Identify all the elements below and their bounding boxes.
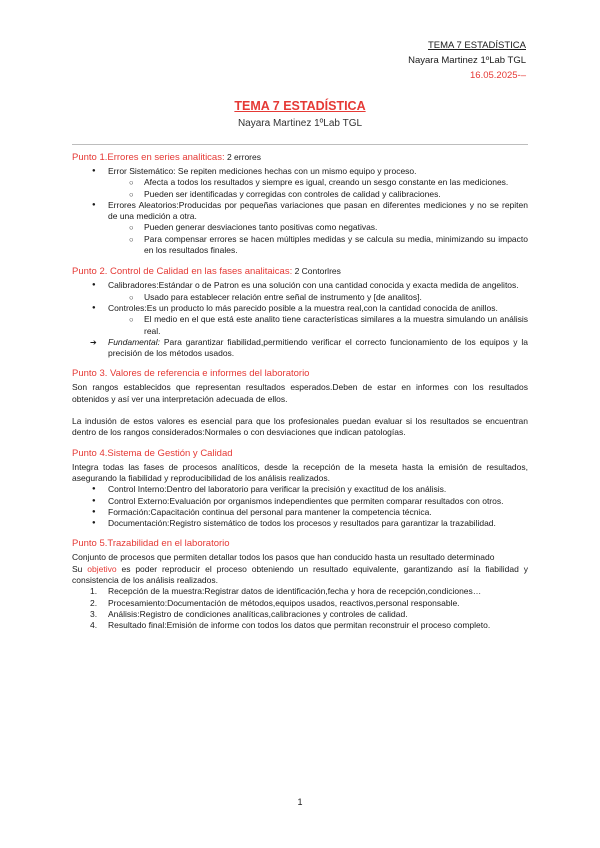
section-heading: Punto 5.Trazabilidad en el laboratorio [72,538,230,550]
item-label: Error Sistemático: [108,166,176,176]
paragraph [72,564,528,587]
spacer [72,405,528,416]
numbered-list [72,586,528,631]
list-item [72,620,528,631]
section-heading [72,151,528,164]
list-item [72,518,528,529]
header-author: Nayara Martinez 1ºLab TGL [408,55,526,66]
item-text: Se repiten mediciones hechas con un mismo equipo y proceso. [175,166,417,176]
section-heading: Punto 3. Valores de referencia e informes del laboratorio [72,368,310,380]
highlight-word: objetivo [87,563,117,574]
item-label: Recepción de la muestra: [108,586,205,597]
item-text: Estándar o de Patron es una solución con una cantidad conocida y exacta medida de angelitos. [158,280,519,291]
item-text: Capacitación continua del personal para mantener la competencia técnica. [150,506,432,517]
item-text: Evaluación por organismos independientes que permiten comparar resultados con otros. [169,495,504,506]
item-number: 2. [90,597,98,608]
paragraph: Son rangos establecidos que representan resultados esperados.Deben de estar en informes con los resultados obtenidos y así ver una interpretación adecuada de ellos. [72,382,528,404]
section-2 [72,265,528,359]
item-label: Control Interno: [108,484,167,495]
divider [72,144,528,145]
sub-list-item: ○ El medio en el que está este analito tiene características similares a la muestra simulando un análisis real. [72,314,528,337]
text-run: es poder reproducir el proceso obteniendo un resultado equivalente, garantizando así la fiabilidad y consistencia de los análisis realizados. [72,563,528,586]
item-text: Producidas por pequeñas variaciones que pasan en diferentes mediciones y no se repiten de una medición a otra. [108,199,528,222]
list-item [72,496,528,507]
section-heading-extra: 2 errores [224,152,261,162]
item-number: 4. [90,620,98,631]
list-item [72,166,528,177]
page-number: 1 [297,797,303,807]
list-item [72,609,528,620]
document-body [72,151,528,641]
title-block [0,98,600,129]
section-heading: Punto 4.Sistema de Gestión y Calidad [72,447,233,459]
paragraph: La indusión de estos valores es esencial para que los profesionales puedan evaluar si los resultados se encuentran dentro de los rangos considerados:Normales o con desviaciones que indican patologías. [72,416,528,438]
list-item [72,303,528,314]
sub-list-item: ○ Para compensar errores se hacen múltiples medidas y se calcula su media, minimizando su impacto en los resultados finales. [72,234,528,257]
header-title: TEMA 7 ESTADÍSTICA [427,40,526,51]
section-heading [72,265,528,278]
list-item [72,280,528,291]
section-heading-text: Punto 2. Control de Calidad en las fases analitaicas: [72,266,293,278]
document-subtitle: Nayara Martinez 1ºLab TGL [237,118,363,129]
item-number: 1. [90,586,98,597]
bullet-list [72,166,528,256]
bullet-list [72,280,528,359]
item-label: Control Externo: [108,495,170,506]
item-text: Emisión de informe con todos los datos que permitan reconstruir el proceso completo. [166,620,491,631]
list-item [72,484,528,495]
list-item [72,586,528,597]
section-heading-extra: 2 Contorlres [292,266,341,277]
section-1 [72,151,528,256]
item-label: Calibradores: [108,280,159,291]
item-label: Resultado final: [108,620,167,631]
item-label: Formación: [108,506,151,517]
text-run: Su [72,563,88,574]
item-label: Controles: [108,302,147,313]
item-text: Para garantizar fiabilidad,permitiendo verificar el correcto funcionamiento de los equipos y la precisión de los métodos usados. [108,336,528,359]
item-text: Registrar datos de identificación,fecha y hora de recepción,condiciones… [204,586,482,597]
section-3 [72,368,528,438]
section-heading-text: Punto 1.Errores en series analiticas: [72,152,225,163]
header-date: 16.05.2025-– [470,70,526,81]
list-item [72,598,528,609]
sub-list-item: ○ Pueden generar desviaciones tanto positivas como negativas. [72,222,528,233]
item-label: Análisis: [108,608,140,619]
item-number: 3. [90,608,98,619]
list-item [72,507,528,518]
bullet-list [72,484,528,529]
item-text: Registro sistemático de todos los procesos y resultados para garantizar la trazabilidad. [169,518,496,529]
arrow-list-item [72,337,528,360]
sub-list-item: ○ Pueden ser identificadas y corregidas con controles de calidad y calibraciones. [72,189,528,200]
section-4 [72,448,528,530]
item-text: Es un producto lo más parecido posible a la muestra real,con la cantidad conocida de anillos. [146,302,498,313]
section-5 [72,538,528,631]
item-label: Fundamental: [108,336,160,347]
paragraph: Conjunto de procesos que permiten detallar todos los pasos que han conducido hasta un resultado determinado [72,552,495,563]
sub-list-item: ○ Usado para establecer relación entre señal de instrumento y [de analitos]. [72,292,528,303]
item-label: Errores Aleatorios: [108,199,179,210]
item-text: Documentación de métodos,equipos usados, reactivos,personal responsable. [167,597,460,608]
paragraph: Integra todas las fases de procesos analíticos, desde la recepción de la meseta hasta la emisión de resultados, asegurando la fiabilidad y reproducibilidad de los análisis realizados. [72,461,528,483]
item-label: Documentación: [108,518,170,529]
sub-list-item: ○ Afecta a todos los resultados y siempre es igual, creando un sesgo constante en las mediciones. [72,177,528,188]
item-text: Registro de condiciones analíticas,calibraciones y controles de calidad. [139,608,408,619]
item-text: Dentro del laboratorio para verificar la precisión y exactitud de los análisis. [166,484,447,495]
page-header [408,38,526,83]
document-title: TEMA 7 ESTADÍSTICA [234,99,366,113]
item-label: Procesamiento: [108,597,168,608]
list-item [72,200,528,223]
